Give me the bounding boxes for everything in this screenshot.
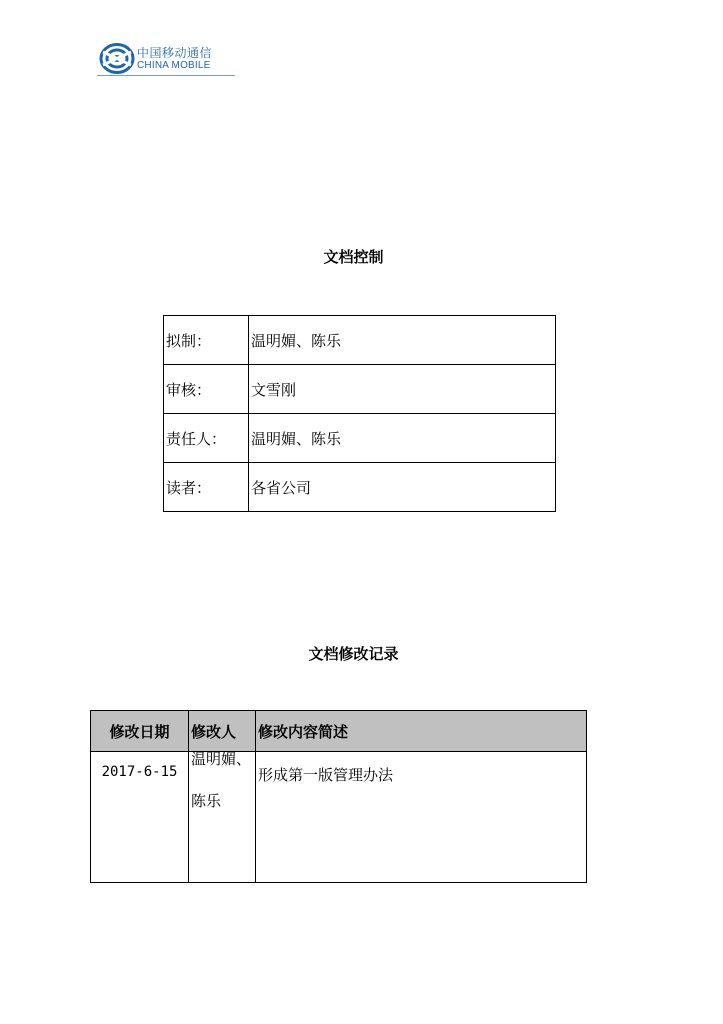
- revision-person-cell: [189, 752, 256, 883]
- control-label: 拟制：: [164, 316, 249, 365]
- table-header-row: [91, 711, 587, 752]
- control-label: 审核：: [164, 365, 249, 414]
- control-value: 温明媚、陈乐: [249, 414, 556, 463]
- revision-content: 形成第一版管理办法: [256, 752, 587, 883]
- table-row: [164, 463, 556, 512]
- control-label: 读者：: [164, 463, 249, 512]
- control-value: 温明媚、陈乐: [249, 316, 556, 365]
- revision-date: 2017-6-15: [91, 752, 189, 883]
- revision-person: 温明媚、陈乐: [191, 750, 252, 810]
- control-value: 各省公司: [249, 463, 556, 512]
- control-value: 文雪刚: [249, 365, 556, 414]
- table-row: [164, 316, 556, 365]
- table-row: [164, 414, 556, 463]
- revision-history-title: 文档修改记录: [308, 645, 399, 663]
- table-row: [91, 752, 587, 883]
- china-mobile-logo: [97, 40, 235, 78]
- column-header-content: 修改内容简述: [256, 711, 587, 752]
- logo-divider: [97, 75, 235, 76]
- document-control-table: [163, 315, 556, 512]
- column-header-date: 修改日期: [91, 711, 189, 752]
- column-header-person: 修改人: [189, 711, 256, 752]
- china-mobile-logo-icon: [99, 42, 135, 75]
- logo-text-cn: 中国移动通信: [137, 46, 213, 60]
- logo-text-en: CHINA MOBILE: [137, 60, 211, 71]
- table-row: [164, 365, 556, 414]
- revision-history-table: [90, 710, 587, 883]
- control-label: 责任人：: [164, 414, 249, 463]
- document-control-title: 文档控制: [323, 248, 384, 266]
